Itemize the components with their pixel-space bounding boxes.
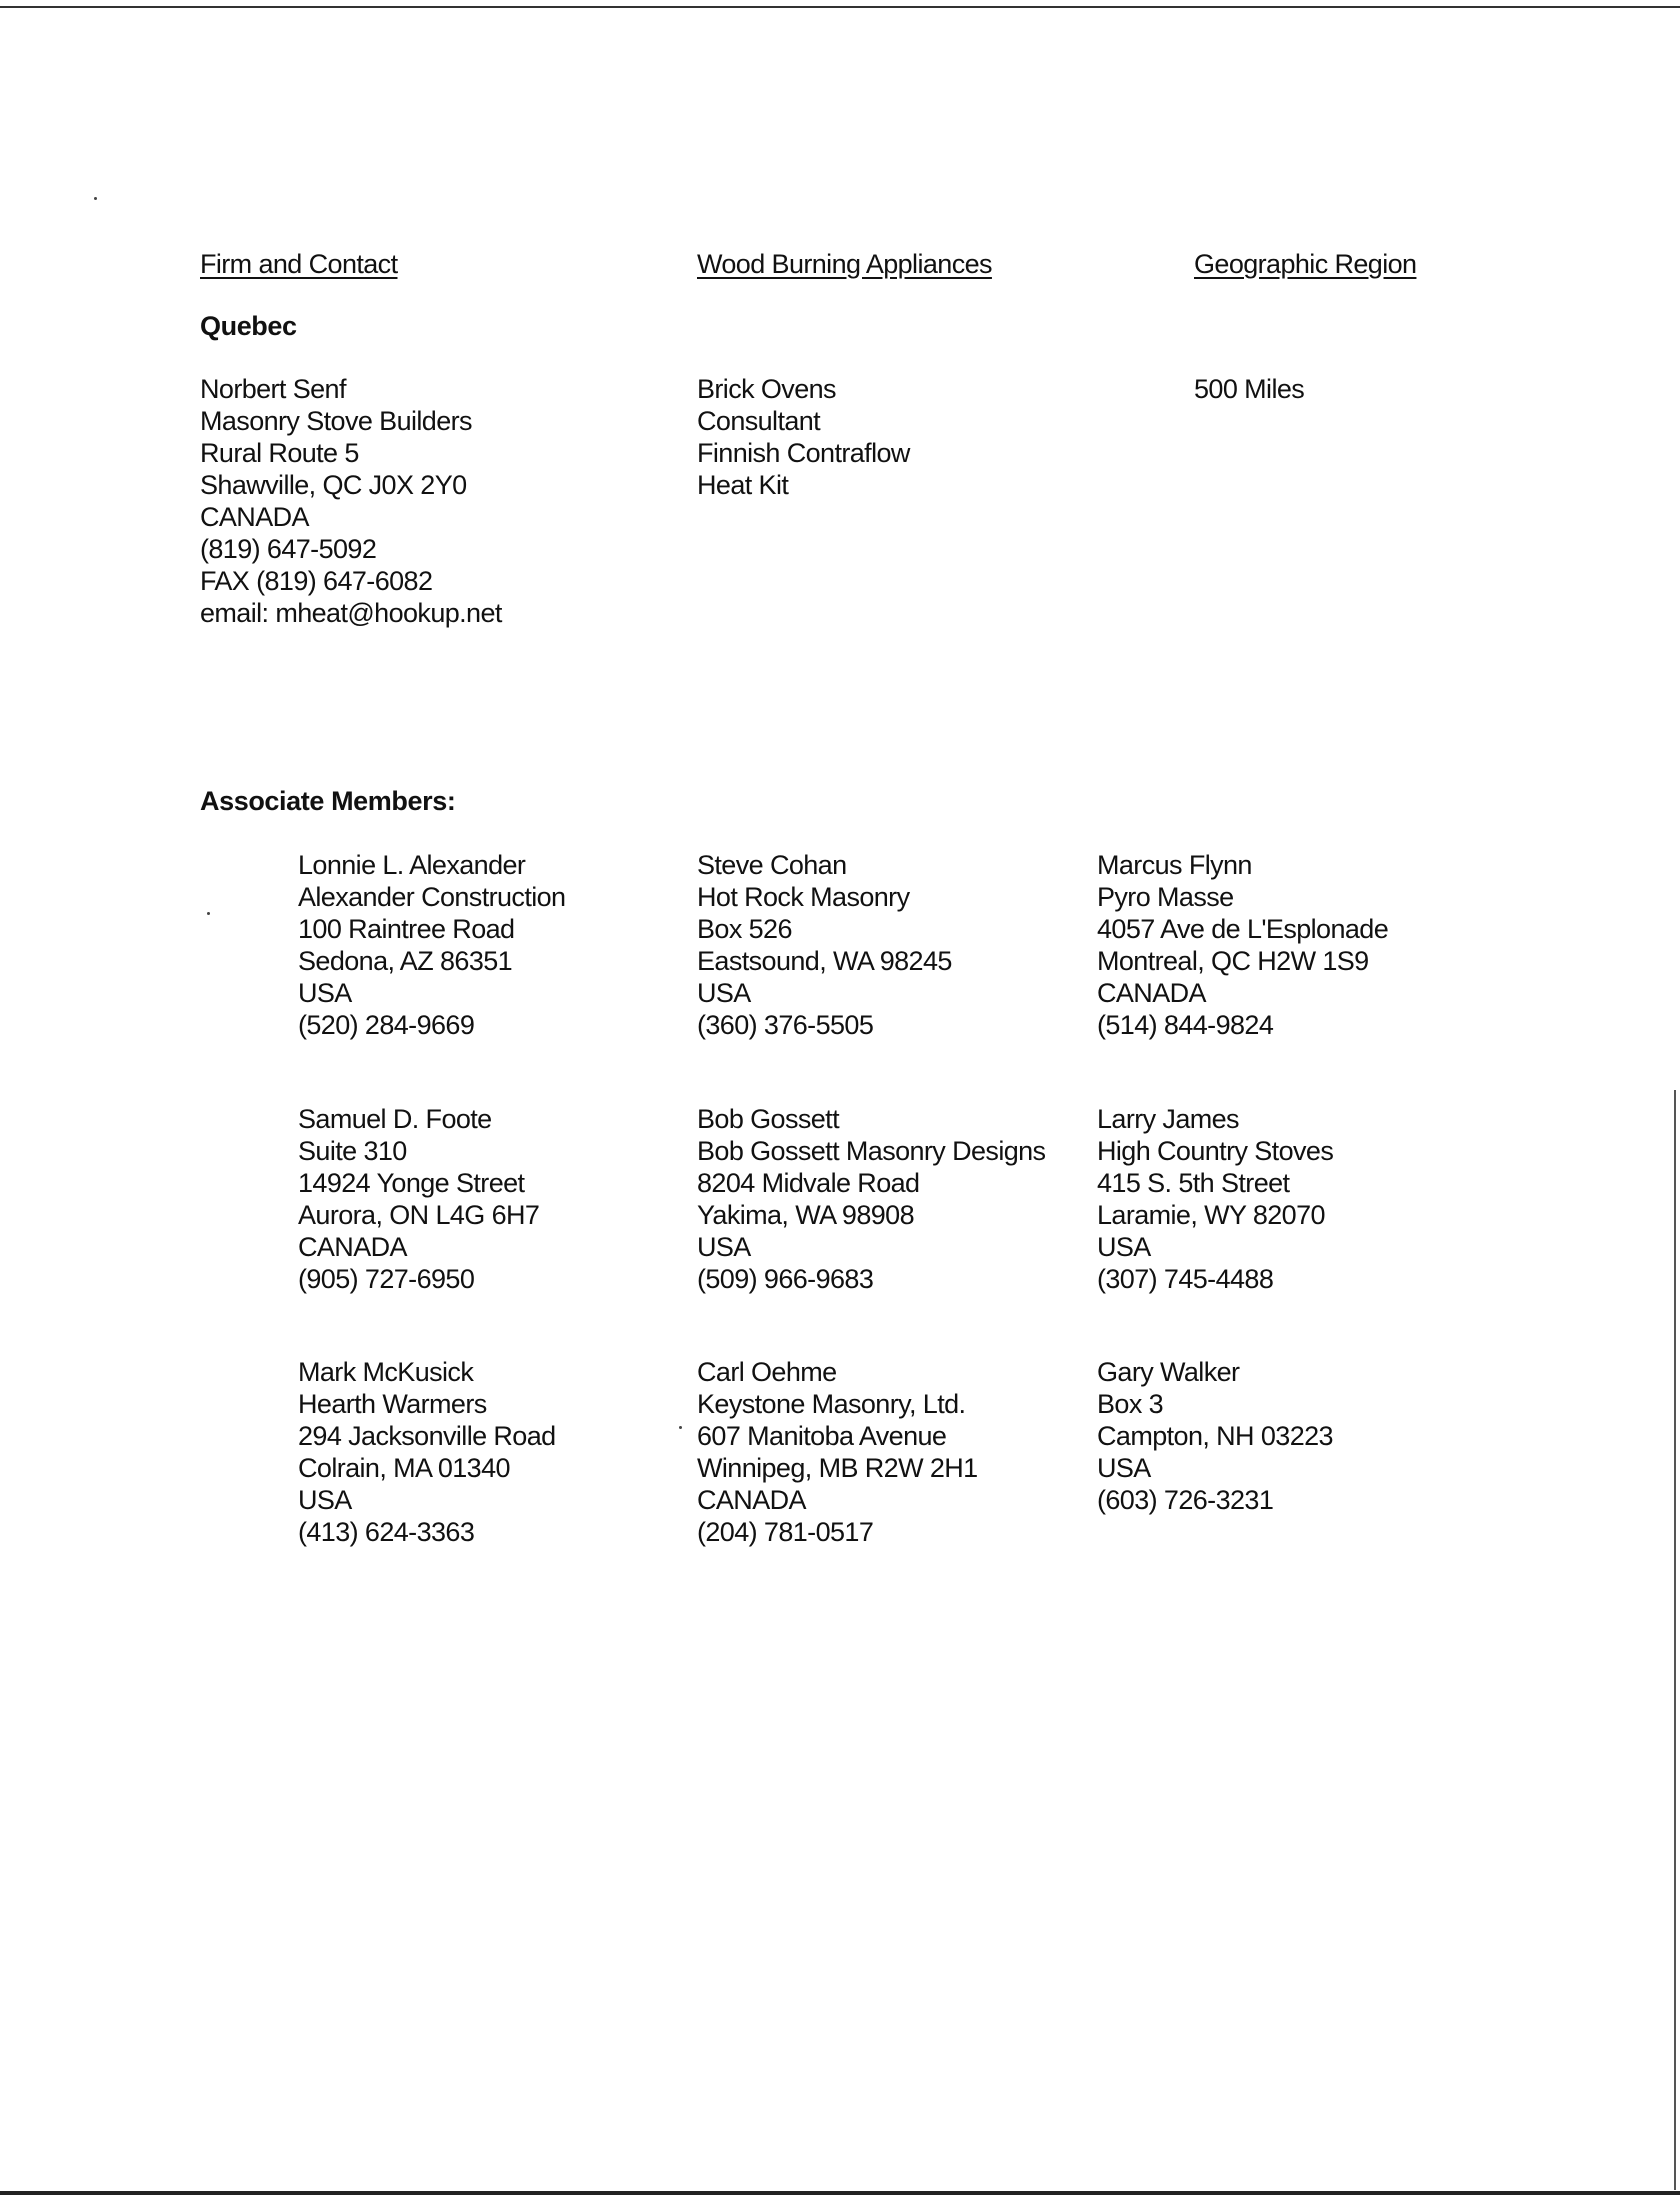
scan-edge-top [0, 6, 1680, 8]
member-line: Suite 310 [298, 1136, 407, 1166]
associate-member-card [697, 1356, 978, 1548]
member-line: Eastsound, WA 98245 [697, 946, 952, 976]
member-line: Alexander Construction [298, 882, 566, 912]
member-name: Samuel D. Foote [298, 1104, 492, 1134]
appliance-item: Finnish Contraflow [697, 438, 910, 468]
member-line: CANADA [298, 1232, 407, 1262]
member-line: Bob Gossett Masonry Designs [697, 1136, 1046, 1166]
member-line: Colrain, MA 01340 [298, 1453, 510, 1483]
member-line: USA [298, 978, 352, 1008]
member-line: Box 3 [1097, 1389, 1164, 1419]
member-line: CANADA [1097, 978, 1206, 1008]
scan-edge-bottom [0, 2191, 1680, 2195]
member-line: Aurora, ON L4G 6H7 [298, 1200, 540, 1230]
contact-address: Rural Route 5 [200, 438, 359, 468]
contact-name: Norbert Senf [200, 374, 346, 404]
quebec-appliances-block [697, 373, 910, 501]
member-line: Montreal, QC H2W 1S9 [1097, 946, 1369, 976]
member-line: (204) 781-0517 [697, 1517, 874, 1547]
member-line: Keystone Masonry, Ltd. [697, 1389, 966, 1419]
member-name: Lonnie L. Alexander [298, 850, 526, 880]
member-line: Winnipeg, MB R2W 2H1 [697, 1453, 978, 1483]
member-line: (905) 727-6950 [298, 1264, 475, 1294]
member-line: 294 Jacksonville Road [298, 1421, 556, 1451]
member-line: 607 Manitoba Avenue [697, 1421, 947, 1451]
member-line: (360) 376-5505 [697, 1010, 874, 1040]
member-line: CANADA [697, 1485, 806, 1515]
contact-country: CANADA [200, 502, 309, 532]
member-name: Larry James [1097, 1104, 1239, 1134]
contact-firm: Masonry Stove Builders [200, 406, 472, 436]
member-line: 100 Raintree Road [298, 914, 515, 944]
appliance-item: Consultant [697, 406, 821, 436]
member-name: Mark McKusick [298, 1357, 474, 1387]
member-line: (514) 844-9824 [1097, 1010, 1274, 1040]
member-line: (413) 624-3363 [298, 1517, 475, 1547]
member-name: Carl Oehme [697, 1357, 837, 1387]
member-line: Hot Rock Masonry [697, 882, 910, 912]
member-name: Gary Walker [1097, 1357, 1240, 1387]
member-line: (603) 726-3231 [1097, 1485, 1274, 1515]
scan-edge-right [1674, 1090, 1676, 2190]
associate-member-card [1097, 1103, 1333, 1295]
member-line: Pyro Masse [1097, 882, 1234, 912]
region-value: 500 Miles [1194, 374, 1305, 404]
header-wood-burning-appliances: Wood Burning Appliances [697, 249, 992, 279]
member-line: Hearth Warmers [298, 1389, 487, 1419]
member-line: (307) 745-4488 [1097, 1264, 1274, 1294]
member-name: Marcus Flynn [1097, 850, 1252, 880]
member-line: (520) 284-9669 [298, 1010, 475, 1040]
header-firm-contact: Firm and Contact [200, 249, 398, 279]
section-heading-associate-members: Associate Members: [200, 786, 456, 816]
contact-email: email: mheat@hookup.net [200, 598, 502, 628]
member-name: Bob Gossett [697, 1104, 839, 1134]
header-geographic-region: Geographic Region [1194, 249, 1417, 279]
scan-speck [94, 197, 97, 200]
scan-speck [679, 1426, 682, 1429]
member-line: Box 526 [697, 914, 792, 944]
member-line: USA [697, 978, 751, 1008]
member-line: Campton, NH 03223 [1097, 1421, 1333, 1451]
contact-phone: (819) 647-5092 [200, 534, 377, 564]
associate-member-card [697, 849, 952, 1041]
member-line: 4057 Ave de L'Esplonade [1097, 914, 1389, 944]
contact-fax: FAX (819) 647-6082 [200, 566, 433, 596]
member-line: USA [298, 1485, 352, 1515]
member-line: 8204 Midvale Road [697, 1168, 920, 1198]
associate-member-card [1097, 1356, 1333, 1516]
member-line: 415 S. 5th Street [1097, 1168, 1290, 1198]
contact-city: Shawville, QC J0X 2Y0 [200, 470, 467, 500]
associate-member-card [697, 1103, 1045, 1295]
member-line: 14924 Yonge Street [298, 1168, 525, 1198]
member-line: USA [1097, 1232, 1151, 1262]
section-heading-quebec: Quebec [200, 311, 297, 341]
member-line: USA [1097, 1453, 1151, 1483]
quebec-region-block [1194, 373, 1304, 405]
member-line: USA [697, 1232, 751, 1262]
member-line: (509) 966-9683 [697, 1264, 874, 1294]
member-line: Yakima, WA 98908 [697, 1200, 915, 1230]
quebec-contact-block [200, 373, 502, 629]
member-line: High Country Stoves [1097, 1136, 1334, 1166]
member-line: Laramie, WY 82070 [1097, 1200, 1325, 1230]
associate-member-card [298, 1103, 539, 1295]
associate-member-card [1097, 849, 1388, 1041]
appliance-item: Heat Kit [697, 470, 789, 500]
appliance-item: Brick Ovens [697, 374, 836, 404]
member-name: Steve Cohan [697, 850, 847, 880]
associate-member-card [298, 849, 565, 1041]
scan-speck [207, 912, 210, 915]
member-line: Sedona, AZ 86351 [298, 946, 513, 976]
associate-member-card [298, 1356, 556, 1548]
